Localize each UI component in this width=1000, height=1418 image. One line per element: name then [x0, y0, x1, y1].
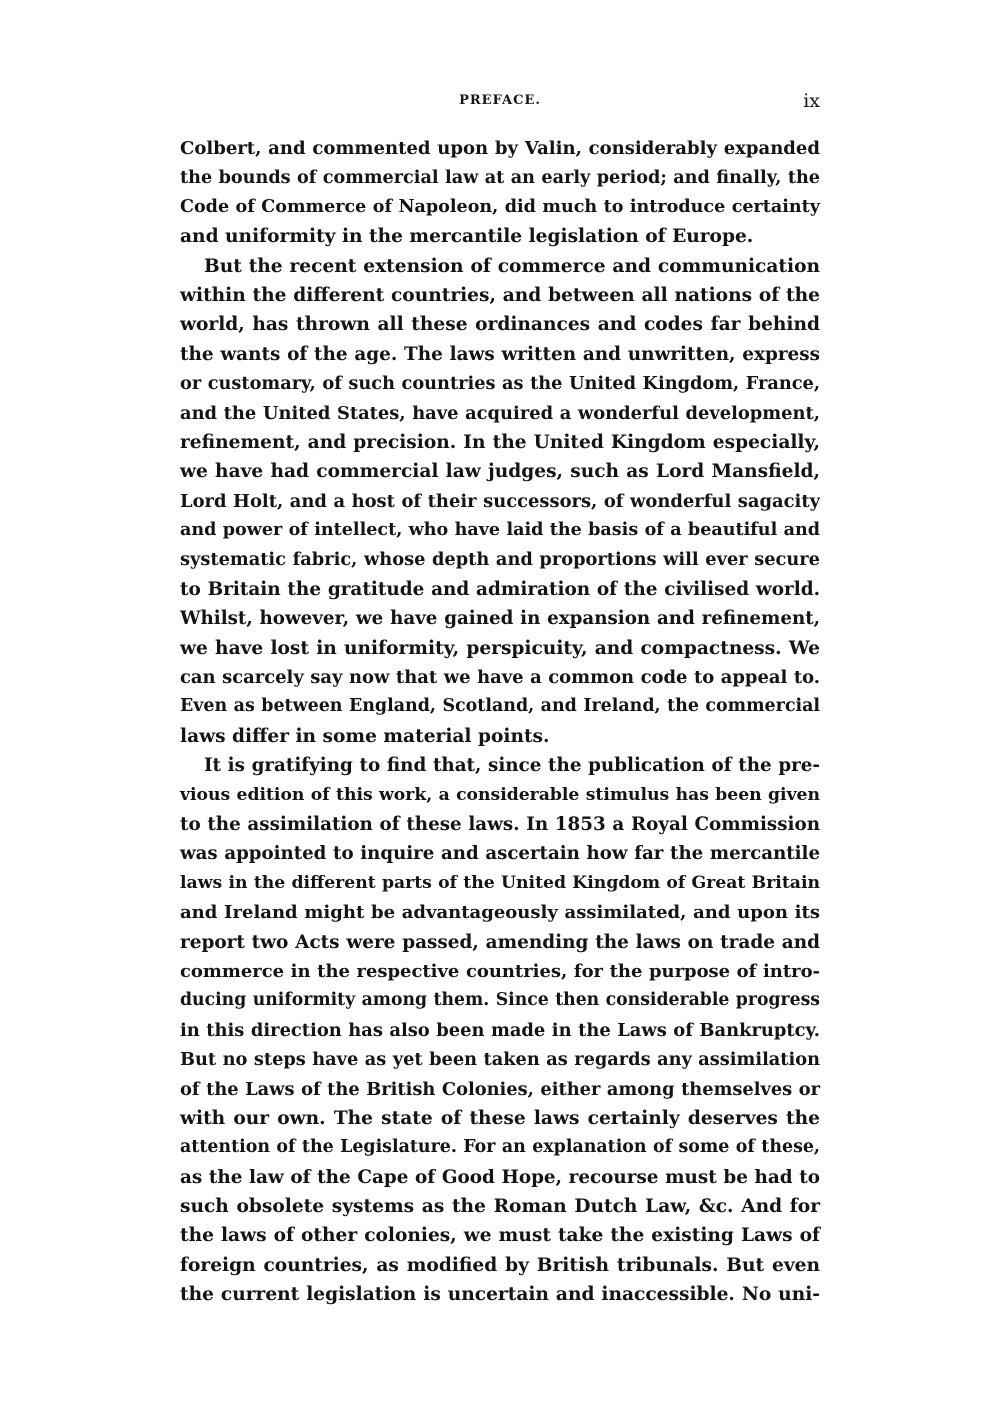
running-head: [180, 88, 820, 114]
text-line: the current legislation is uncertain and inaccessible. No uni-: [180, 1284, 820, 1306]
text-line: the laws of other colonies, we must take the existing Laws of: [180, 1225, 820, 1247]
text-line: Code of Commerce of Napoleon, did much to introduce certainty: [180, 196, 820, 217]
page-number: ix: [803, 90, 820, 112]
text-line: and uniformity in the mercantile legislation of Europe.: [180, 226, 754, 248]
text-line: with our own. The state of these laws certainly deserves the: [180, 1107, 820, 1129]
paragraph-start-line: But the recent extension of commerce and communication: [204, 255, 820, 277]
body-text: [180, 134, 820, 1310]
text-line: Lord Holt, and a host of their successors, of wonderful sagacity: [180, 490, 820, 512]
text-line: Colbert, and commented upon by Valin, considerably expanded: [180, 138, 820, 159]
text-line: to Britain the gratitude and admiration of the civilised world.: [180, 578, 820, 600]
text-line: within the different countries, and between all nations of the: [180, 284, 820, 306]
paragraph-start-line: It is gratifying to find that, since the publication of the pre-: [204, 755, 820, 777]
running-head-title: PREFACE.: [459, 93, 541, 108]
text-line: and power of intellect, who have laid the basis of a beautiful and: [180, 520, 820, 541]
text-line: commerce in the respective countries, for the purpose of intro-: [180, 960, 820, 982]
text-line: laws in the different parts of the United Kingdom of Great Britain: [180, 872, 820, 893]
text-line: foreign countries, as modified by British tribunals. But even: [180, 1254, 820, 1276]
text-line: we have lost in uniformity, perspicuity, and compactness. We: [180, 637, 820, 659]
text-line: can scarcely say now that we have a common code to appeal to.: [180, 667, 820, 689]
text-line: we have had commercial law judges, such as Lord Mansfield,: [180, 461, 820, 483]
text-line: laws differ in some material points.: [180, 725, 550, 747]
text-line: and the United States, have acquired a wonderful development,: [180, 402, 820, 424]
text-line: in this direction has also been made in the Laws of Bankruptcy.: [180, 1019, 820, 1041]
text-line: to the assimilation of these laws. In 1853 a Royal Commission: [180, 813, 820, 835]
text-line: world, has thrown all these ordinances and codes far behind: [180, 314, 820, 336]
text-line: such obsolete systems as the Roman Dutch Law, &c. And for: [180, 1196, 820, 1218]
text-line: or customary, of such countries as the United Kingdom, France,: [180, 373, 820, 395]
text-line: vious edition of this work, a considerable stimulus has been given: [180, 784, 820, 805]
text-line: Even as between England, Scotland, and Ireland, the commercial: [180, 696, 820, 717]
text-line: Whilst, however, we have gained in expansion and refinement,: [180, 608, 820, 630]
text-line: But no steps have as yet been taken as regards any assimilation: [180, 1049, 820, 1071]
text-line: as the law of the Cape of Good Hope, recourse must be had to: [180, 1166, 820, 1188]
text-line: was appointed to inquire and ascertain how far the mercantile: [180, 843, 820, 865]
text-line: ducing uniformity among them. Since then considerable progress: [180, 990, 820, 1011]
text-line: refinement, and precision. In the United Kingdom especially,: [180, 431, 820, 453]
text-line: the wants of the age. The laws written and unwritten, express: [180, 343, 820, 365]
text-line: systematic fabric, whose depth and proportions will ever secure: [180, 549, 820, 571]
text-line: the bounds of commercial law at an early period; and finally, the: [180, 167, 820, 189]
text-line: attention of the Legislature. For an explanation of some of these,: [180, 1137, 820, 1158]
text-line: report two Acts were passed, amending the laws on trade and: [180, 931, 820, 953]
text-line: of the Laws of the British Colonies, either among themselves or: [180, 1078, 820, 1100]
text-line: and Ireland might be advantageously assimilated, and upon its: [180, 902, 820, 924]
